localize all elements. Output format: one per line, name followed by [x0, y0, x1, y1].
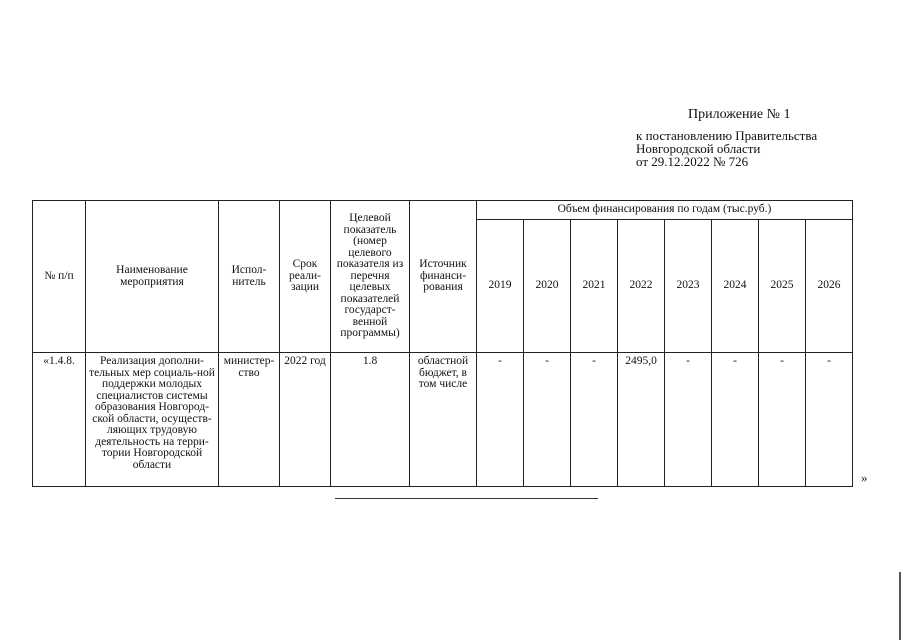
- row-source: областной бюджет, в том числе: [410, 353, 477, 487]
- page-edge-mark: [899, 572, 901, 640]
- header-num: № п/п: [33, 201, 86, 353]
- header-executor: Испол-нитель: [219, 201, 280, 353]
- row-value: -: [477, 353, 524, 487]
- header-year: 2022: [618, 220, 665, 353]
- row-num: «1.4.8.: [33, 353, 86, 487]
- header-year: 2023: [665, 220, 712, 353]
- header-term: Срок реали-зации: [280, 201, 331, 353]
- header-year: 2024: [712, 220, 759, 353]
- header-source: Источник финанси-рования: [410, 201, 477, 353]
- row-executor: министер-ство: [219, 353, 280, 487]
- separator-line: [335, 498, 598, 499]
- header-funding: Объем финансирования по годам (тыс.руб.): [477, 201, 853, 220]
- appendix-line-1: к постановлению Правительства: [636, 128, 818, 143]
- header-year: 2021: [571, 220, 618, 353]
- row-value: -: [665, 353, 712, 487]
- header-year: 2020: [524, 220, 571, 353]
- funding-table: [32, 200, 853, 487]
- row-value: -: [806, 353, 853, 487]
- closing-quote: »: [861, 470, 868, 485]
- header-year: 2026: [806, 220, 853, 353]
- row-value: -: [524, 353, 571, 487]
- row-value: -: [712, 353, 759, 487]
- appendix-line-3: от 29.12.2022 № 726: [636, 154, 749, 169]
- header-year: 2019: [477, 220, 524, 353]
- appendix-block: [636, 108, 886, 168]
- row-term: 2022 год: [280, 353, 331, 487]
- appendix-line-2: Новгородской области: [636, 141, 761, 156]
- row-name: Реализация дополни-тельных мер социаль-ной поддержки молодых специалистов системы образования Новгород-ской области, осуществ-ляющих трудовую деятельность на терри-тории Новгородской области: [86, 353, 219, 487]
- row-value: -: [759, 353, 806, 487]
- appendix-title: Приложение № 1: [688, 107, 791, 122]
- row-target: 1.8: [331, 353, 410, 487]
- row-value: 2495,0: [618, 353, 665, 487]
- table-row: [33, 353, 853, 487]
- header-year: 2025: [759, 220, 806, 353]
- header-target: Целевой показатель (номер целевого показателя из перечня целевых показателей государст-венной программы): [331, 201, 410, 353]
- row-value: -: [571, 353, 618, 487]
- header-name: Наименование мероприятия: [86, 201, 219, 353]
